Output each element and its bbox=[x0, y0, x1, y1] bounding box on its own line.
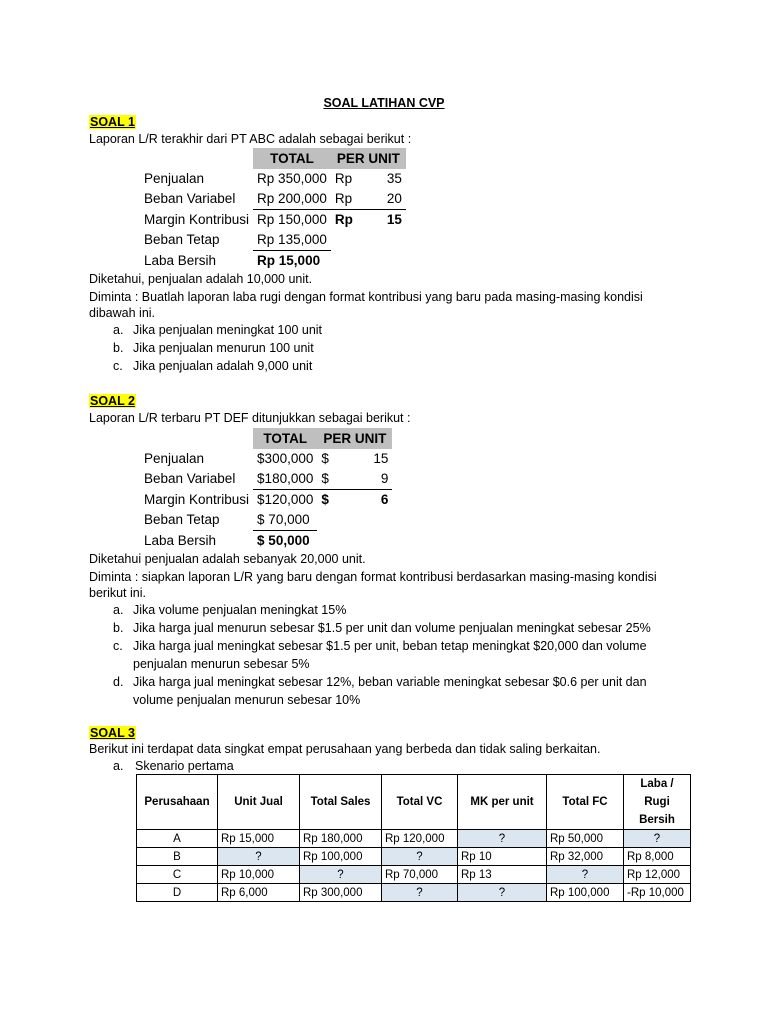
soal1-ask-line2: dibawah ini. bbox=[89, 306, 156, 320]
row-cur: $ bbox=[317, 469, 347, 490]
list-item-cont: penjualan menurun sebesar 5% bbox=[133, 657, 310, 671]
soal2-ask-line1: Diminta : siapkan laporan L/R yang baru dengan format kontribusi berdasarkan masing-masing kondisi bbox=[89, 570, 657, 584]
list-item: d. Jika harga jual meningkat sebesar 12%, beban variable meningkat sebesar $0.6 per unit dan bbox=[113, 675, 647, 689]
list-item: a. Jika volume penjualan meningkat 15% bbox=[113, 603, 347, 617]
row-label: Penjualan bbox=[144, 170, 205, 186]
row-label: Laba Bersih bbox=[144, 532, 217, 548]
table-row: D Rp 6,000 Rp 300,000 ? ? Rp 100,000 -Rp 10,000 bbox=[137, 884, 691, 902]
list-item: c. Jika harga jual meningkat sebesar $1.5 per unit, beban tetap meningkat $20,000 dan volume bbox=[113, 639, 647, 653]
list-item: c. Jika penjualan adalah 9,000 unit bbox=[113, 359, 313, 373]
list-item-cont: volume penjualan menurun sebesar 10% bbox=[133, 693, 361, 707]
soal3-subheading: a. Skenario pertama bbox=[113, 759, 234, 773]
row-total: Rp 150,000 bbox=[257, 212, 327, 227]
row-label: Beban Variabel bbox=[144, 191, 236, 207]
list-item: a. Jika penjualan meningkat 100 unit bbox=[113, 323, 323, 337]
list-item: b. Jika penjualan menurun 100 unit bbox=[113, 341, 314, 355]
row-unit: 9 bbox=[348, 469, 393, 490]
soal3-heading: SOAL 3 bbox=[90, 726, 135, 740]
soal2-intro: Laporan L/R terbaru PT DEF ditunjukkan sebagai berikut : bbox=[89, 411, 411, 425]
col-header: Total Sales bbox=[300, 775, 382, 830]
row-cur: Rp bbox=[334, 212, 353, 227]
soal3-intro: Berikut ini terdapat data singkat empat perusahaan yang berbeda dan tidak saling berkaitan. bbox=[89, 742, 601, 756]
col-header-laba: Laba / Rugi Bersih bbox=[624, 775, 691, 830]
soal1-intro: Laporan L/R terakhir dari PT ABC adalah sebagai berikut : bbox=[89, 132, 412, 146]
row-total: $300,000 bbox=[257, 450, 314, 466]
soal1-ask-line1: Diminta : Buatlah laporan laba rugi dengan format kontribusi yang baru pada masing-masing kondisi bbox=[89, 290, 643, 304]
soal2-statement bbox=[140, 428, 392, 551]
col-total: TOTAL bbox=[253, 428, 317, 449]
row-cur: $ bbox=[321, 450, 329, 466]
table-row: B ? Rp 100,000 ? Rp 10 Rp 32,000 Rp 8,000 bbox=[137, 848, 691, 866]
table-row: C Rp 10,000 ? Rp 70,000 Rp 13 ? Rp 12,000 bbox=[137, 866, 691, 884]
row-total: $120,000 bbox=[257, 492, 314, 507]
col-header: Total VC bbox=[382, 775, 458, 830]
row-total: Rp 135,000 bbox=[253, 230, 331, 251]
row-unit: 20 bbox=[371, 189, 406, 210]
row-total: Rp 200,000 bbox=[253, 189, 331, 210]
row-label: Beban Variabel bbox=[144, 471, 236, 487]
soal1-list bbox=[113, 321, 322, 375]
row-total: Rp 15,000 bbox=[257, 253, 321, 268]
row-cur: Rp bbox=[334, 170, 353, 186]
row-cur: Rp bbox=[331, 189, 371, 210]
row-total: $180,000 bbox=[253, 469, 317, 490]
soal2-ask-line2: berikut ini. bbox=[89, 586, 146, 600]
row-total: $ 50,000 bbox=[257, 533, 310, 548]
soal3-table bbox=[136, 774, 691, 902]
row-unit: 15 bbox=[386, 212, 402, 227]
col-header: Unit Jual bbox=[218, 775, 300, 830]
row-label: Beban Tetap bbox=[144, 512, 220, 528]
col-header: Total FC bbox=[547, 775, 624, 830]
soal2-list bbox=[113, 601, 651, 709]
table-row: A Rp 15,000 Rp 180,000 Rp 120,000 ? Rp 50,000 ? bbox=[137, 830, 691, 848]
row-unit: 6 bbox=[380, 492, 389, 507]
row-label: Margin Kontribusi bbox=[144, 211, 250, 227]
col-per-unit: PER UNIT bbox=[317, 428, 392, 449]
col-total: TOTAL bbox=[253, 148, 331, 169]
row-label: Margin Kontribusi bbox=[144, 491, 250, 507]
col-header: Perusahaan bbox=[137, 775, 218, 830]
row-label: Laba Bersih bbox=[144, 252, 217, 268]
soal1-statement bbox=[140, 148, 406, 271]
row-unit: 15 bbox=[373, 450, 389, 466]
soal2-heading: SOAL 2 bbox=[90, 394, 135, 408]
row-label: Penjualan bbox=[144, 450, 205, 466]
col-per-unit: PER UNIT bbox=[331, 148, 406, 169]
row-unit: 35 bbox=[386, 170, 402, 186]
list-item: b. Jika harga jual menurun sebesar $1.5 per unit dan volume penjualan meningkat sebesar 25% bbox=[113, 621, 651, 635]
row-total: Rp 350,000 bbox=[257, 170, 327, 186]
soal2-known: Diketahui penjualan adalah sebanyak 20,000 unit. bbox=[89, 552, 366, 566]
page-title: SOAL LATIHAN CVP bbox=[323, 96, 445, 110]
col-header: MK per unit bbox=[458, 775, 547, 830]
row-cur: $ bbox=[321, 492, 329, 507]
soal1-known: Diketahui, penjualan adalah 10,000 unit. bbox=[89, 272, 313, 286]
soal1-heading: SOAL 1 bbox=[90, 115, 135, 129]
row-total: $ 70,000 bbox=[253, 510, 317, 531]
row-label: Beban Tetap bbox=[144, 232, 220, 248]
